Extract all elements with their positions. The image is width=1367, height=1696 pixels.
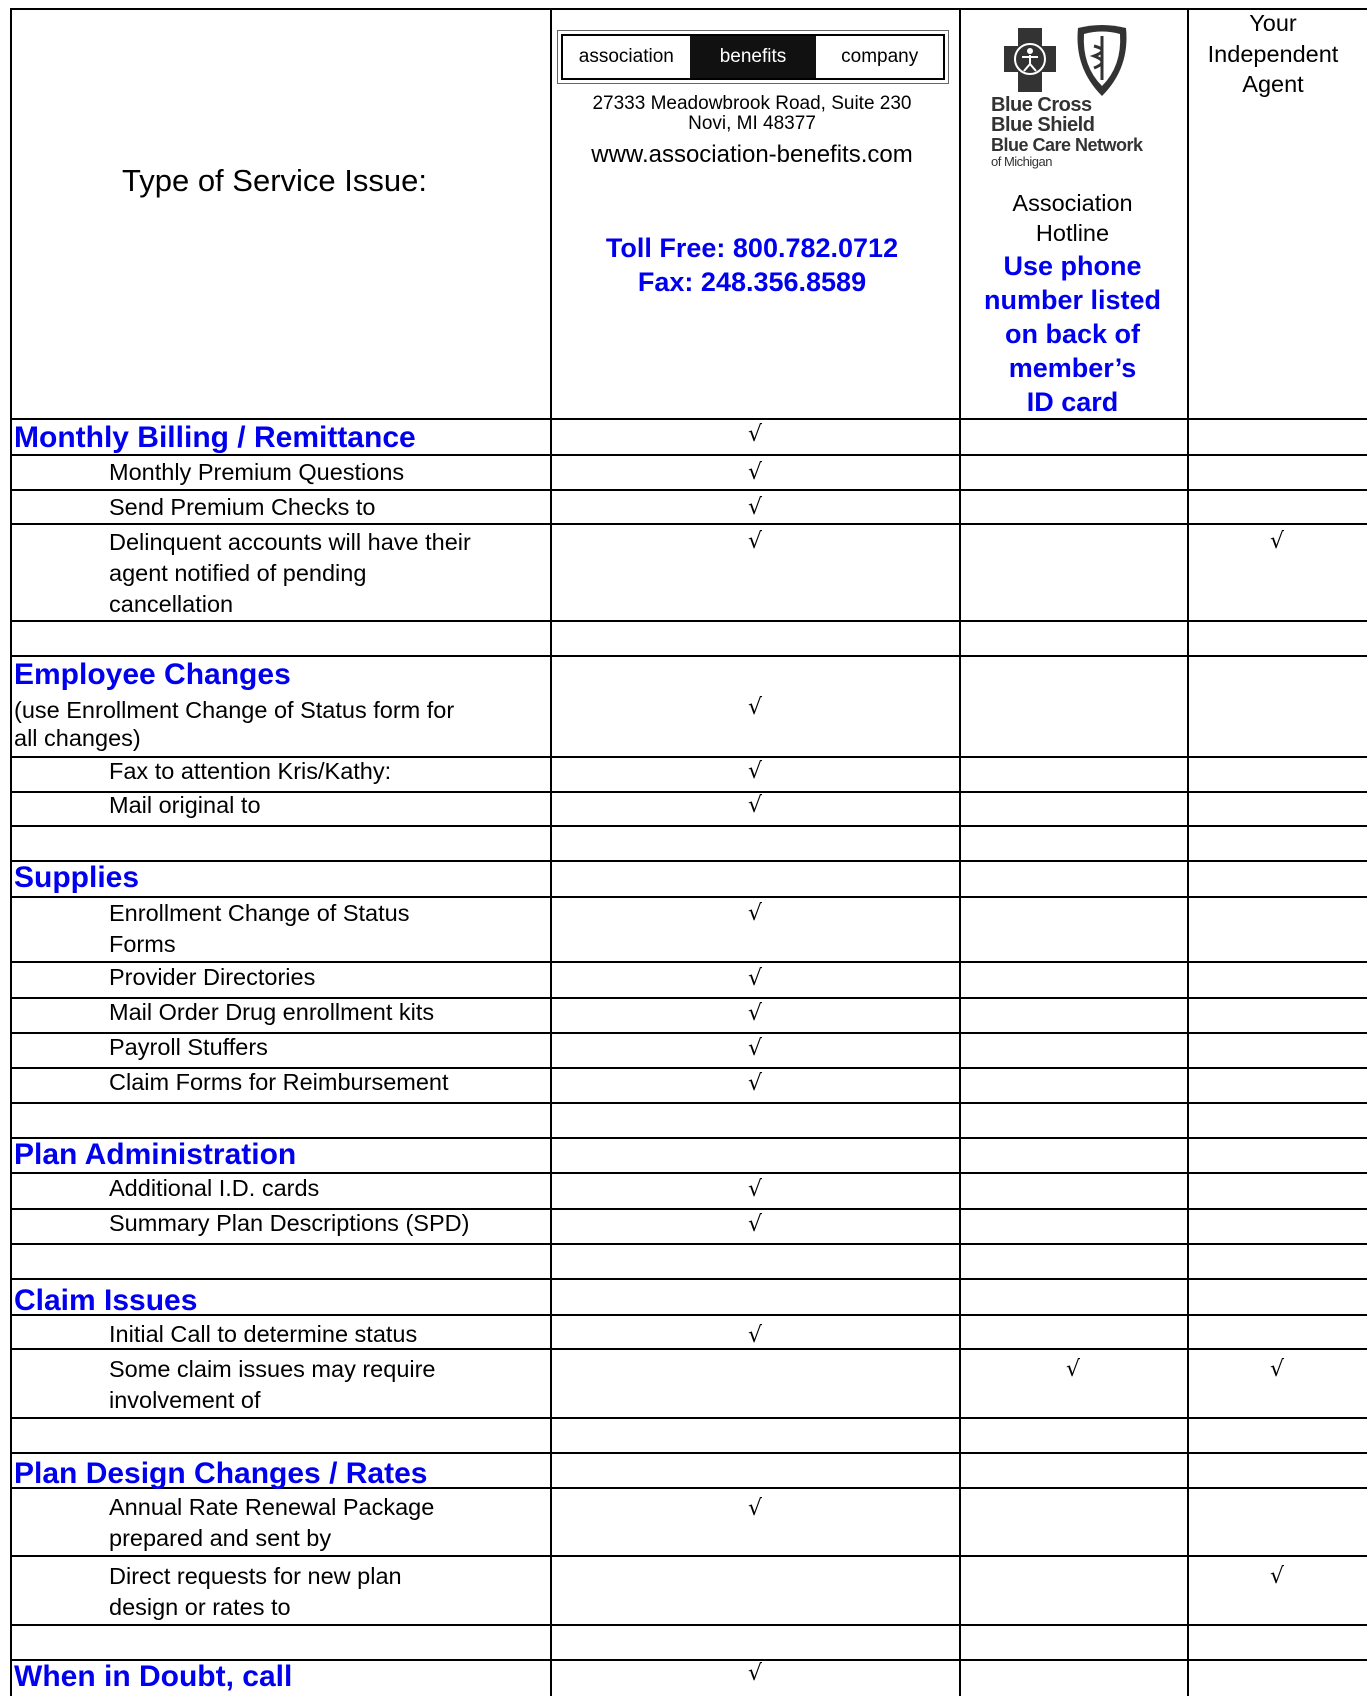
abc-address-line-1: 27333 Meadowbrook Road, Suite 230 (592, 93, 912, 114)
row-divider (10, 1243, 1367, 1245)
bcbs-logo-line: Blue Shield (991, 114, 1095, 136)
check-mark: √ (747, 966, 763, 991)
service-item-label: Summary Plan Descriptions (SPD) (109, 1210, 470, 1236)
service-item-label: Mail Order Drug enrollment kits (109, 999, 435, 1025)
hotline-note-line: Use phone (1003, 251, 1142, 281)
check-mark: √ (1269, 1564, 1285, 1589)
check-mark: √ (1269, 1357, 1285, 1382)
service-item-label: Provider Directories (109, 964, 316, 990)
row-divider (10, 1417, 1367, 1419)
hotline-label-line-2: Hotline (1035, 220, 1110, 246)
hotline-label-line-1: Association (1012, 190, 1133, 216)
service-item-label: Additional I.D. cards (109, 1175, 320, 1201)
abc-fax: Fax: 248.356.8589 (637, 267, 867, 297)
hotline-note-line: number listed (983, 285, 1162, 315)
row-divider (10, 655, 1367, 657)
row-divider (10, 1314, 1367, 1316)
row-divider (10, 489, 1367, 491)
bcbs-logo-text (991, 95, 1143, 169)
type-of-service-heading: Type of Service Issue: (122, 163, 427, 198)
service-item-label: Send Premium Checks to (109, 494, 376, 520)
check-mark: √ (747, 1661, 763, 1686)
category-claim-issues: Claim Issues (14, 1284, 198, 1317)
check-mark: √ (747, 793, 763, 818)
column-divider (1187, 8, 1189, 1696)
bcbs-logo-line: Blue Care Network (991, 135, 1143, 155)
category-plan-design-changes: Plan Design Changes / Rates (14, 1457, 428, 1490)
hotline-note-line: ID card (1026, 387, 1119, 417)
blue-shield-icon (1070, 22, 1134, 100)
row-divider (10, 620, 1367, 622)
check-mark: √ (747, 529, 763, 554)
row-divider (10, 1452, 1367, 1454)
category-plan-administration: Plan Administration (14, 1138, 297, 1171)
agent-heading-line: Independent (1207, 41, 1339, 67)
service-item-label: Direct requests for new plan (109, 1563, 402, 1589)
service-item-label: Forms (109, 931, 176, 957)
logo-word: association (578, 46, 674, 67)
agent-heading-line: Agent (1242, 71, 1304, 97)
row-divider (10, 523, 1367, 525)
service-item-label: Delinquent accounts will have their (109, 529, 471, 555)
service-item-label: agent notified of pending (109, 560, 367, 586)
bcbs-logo-line: of Michigan (991, 154, 1052, 169)
check-mark: √ (747, 759, 763, 784)
row-divider (10, 860, 1367, 862)
abc-toll-free: Toll Free: 800.782.0712 (605, 233, 899, 263)
abc-website: www.association-benefits.com (591, 141, 913, 168)
service-item-label: Mail original to (109, 792, 261, 818)
category-employee-changes: Employee Changes (14, 658, 291, 691)
category-monthly-billing: Monthly Billing / Remittance (14, 421, 416, 454)
check-mark: √ (747, 901, 763, 926)
service-item-label: Fax to attention Kris/Kathy: (109, 758, 392, 784)
check-mark: √ (1065, 1357, 1081, 1382)
check-mark: √ (747, 460, 763, 485)
service-item-label: cancellation (109, 591, 234, 617)
service-item-label: Payroll Stuffers (109, 1034, 268, 1060)
service-item-label: involvement of (109, 1387, 261, 1413)
row-divider (10, 1102, 1367, 1104)
category-subtitle: (use Enrollment Change of Status form for (14, 697, 455, 723)
association-benefits-company-logo (561, 34, 945, 80)
check-mark: √ (1269, 529, 1285, 554)
check-mark: √ (747, 422, 763, 447)
service-item-label: Some claim issues may require (109, 1356, 436, 1382)
row-divider (10, 1624, 1367, 1626)
blue-cross-icon (1000, 24, 1060, 96)
service-item-label: design or rates to (109, 1594, 291, 1620)
row-divider (10, 1278, 1367, 1280)
check-mark: √ (747, 1212, 763, 1237)
agent-heading-line: Your (1249, 10, 1297, 36)
service-item-label: Enrollment Change of Status (109, 900, 410, 926)
category-subtitle: all changes) (14, 725, 141, 751)
check-mark: √ (747, 1001, 763, 1026)
check-mark: √ (747, 695, 763, 720)
check-mark: √ (747, 1323, 763, 1348)
abc-address-line-2: Novi, MI 48377 (688, 113, 816, 134)
logo-word: benefits (690, 36, 817, 78)
hotline-note-line: on back of (1004, 319, 1140, 349)
check-mark: √ (747, 1177, 763, 1202)
check-mark: √ (747, 1496, 763, 1521)
row-divider (10, 8, 1367, 10)
service-item-label: Initial Call to determine status (109, 1321, 418, 1347)
logo-word: company (841, 46, 919, 67)
row-divider (10, 1555, 1367, 1557)
check-mark: √ (747, 1036, 763, 1061)
hotline-note-line: member’s (1008, 353, 1137, 383)
check-mark: √ (747, 495, 763, 520)
category-when-in-doubt: When in Doubt, call (14, 1660, 293, 1693)
check-mark: √ (747, 1071, 763, 1096)
table-border-left (10, 8, 12, 1696)
bcbs-logo-line: Blue Cross (991, 94, 1092, 116)
category-supplies: Supplies (14, 861, 140, 894)
service-item-label: Annual Rate Renewal Package (109, 1494, 435, 1520)
service-item-label: Claim Forms for Reimbursement (109, 1069, 449, 1095)
service-item-label: Monthly Premium Questions (109, 459, 405, 485)
row-divider (10, 825, 1367, 827)
service-item-label: prepared and sent by (109, 1525, 332, 1551)
